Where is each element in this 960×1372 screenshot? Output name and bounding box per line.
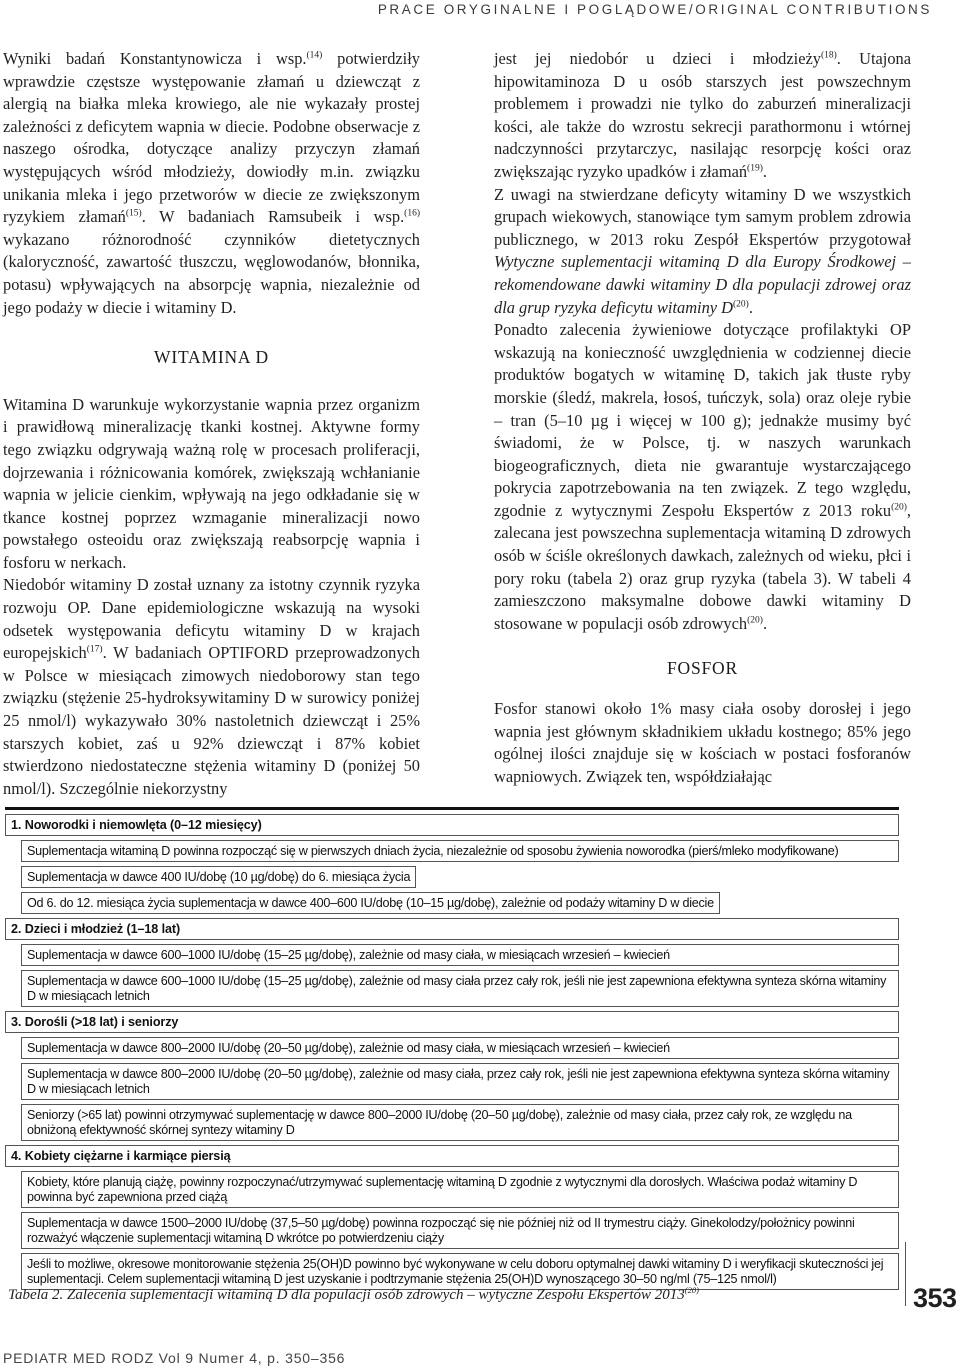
text: Wyniki badań Konstantynowicza i wsp. xyxy=(3,49,307,68)
table-row: Seniorzy (>65 lat) powinni otrzymywać suplementację w dawce 800–2000 IU/dobę (20–50 µg/dobę), zależnie od masy ciała, przez cały rok, ze względu na obniżoną efektywność skórnej syntezy witaminy D xyxy=(21,1104,899,1141)
text: . Utajona hipowitaminoza D u osób starszych jest powszechnym problemem i prowadzi nie tylko do zaburzeń mineralizacji kości, ale także do wzrostu sekrecji parathormonu i wtórnej nadczynności przytarczyc, nasilając resorpcję kości oraz zwiększając ryzyko upadków i złamań xyxy=(494,49,911,181)
citation: (18) xyxy=(820,50,837,61)
citation: (20) xyxy=(684,1285,699,1295)
caption-text: Tabela 2. Zalecenia suplementacji witaminą D dla populacji osób zdrowych – wytyczne Zespołu Ekspertów 2013 xyxy=(8,1287,685,1303)
guideline-title: Wytyczne suplementacji witaminą D dla Europy Środkowej – rekomendowane dawki witaminy D dla populacji zdrowej oraz dla grup ryzyka deficytu witaminy D xyxy=(494,252,911,317)
table-row: Suplementacja w dawce 1500–2000 IU/dobę (37,5–50 µg/dobę) powinna rozpocząć się nie później niż od II trymestru ciąży. Ginekolodzy/położnicy powinni rozważyć włączenie suplementacji witaminą D wkrótce po potwierdzeniu ciąży xyxy=(21,1212,899,1249)
table-caption xyxy=(8,1287,699,1304)
text: . W badaniach Ramsubeik i wsp. xyxy=(141,207,405,227)
page-number: 353 xyxy=(913,1283,957,1313)
text: wykazano różnorodność czynników dietetycznych (kaloryczność, zawartość tłuszczu, węglowodanów, błonnika, potasu) wpływających na absorpcję wapnia, niezależnie od jego podaży w diecie i witaminy D. xyxy=(3,229,420,317)
journal-footer: PEDIATR MED RODZ Vol 9 Numer 4, p. 350–356 xyxy=(3,1350,346,1366)
paragraph xyxy=(3,48,420,319)
text: potwierdziły wprawdzie częstsze występowanie złamań u dziewcząt z alergią na białka mleka krowiego, ale nie wykazały prostej zależności z deficytem wapnia w diecie. Podobne obserwacje z naszego ośrodka, dotyczące analizy przyczyn złamań występujących wśród młodzieży, dowiodły m.in. związku unikania mleka i jego przetworów w diecie ze zwiększonym ryzykiem złamań xyxy=(3,49,420,227)
table-section-header: 3. Dorośli (>18 lat) i seniorzy xyxy=(5,1011,899,1033)
table-row: Suplementacja w dawce 600–1000 IU/dobę (15–25 µg/dobę), zależnie od masy ciała przez cały rok, jeśli nie jest zapewniona efektywna synteza skórna witaminy D w miesiącach letnich xyxy=(21,970,899,1007)
left-column xyxy=(3,48,420,800)
section-heading-phosphorus: FOSFOR xyxy=(667,658,738,679)
paragraph xyxy=(3,574,420,800)
paragraph xyxy=(494,319,911,635)
text: . xyxy=(748,297,753,317)
citation: (16) xyxy=(404,208,420,219)
table-row: Suplementacja w dawce 600–1000 IU/dobę (15–25 µg/dobę), zależnie od masy ciała, w miesiącach wrzesień – kwiecień xyxy=(21,944,899,966)
table-top-rule xyxy=(5,807,899,810)
table-row: Suplementacja witaminą D powinna rozpocząć się w pierwszych dniach życia, niezależnie od sposobu żywienia noworodka (pierś/mleko modyfikowane) xyxy=(21,840,899,862)
text: Ponadto zalecenia żywieniowe dotyczące profilaktyki OP wskazują na konieczność uwzględnienia w codziennej diecie produktów bogatych w witaminę D, takich jak tłuste ryby morskie (śledź, makrela, łosoś, tuńczyk, sola) oraz oleje rybie – tran (5–10 µg i więcej w 100 g); jednakże musimy być świadomi, że w Polsce, tj. w naszych warunkach biogeograficznych, dieta nie gwarantuje wystarczającego pokrycia zapotrzebowania na ten związek. Z tego względu, zgodnie z wytycznymi Zespołu Ekspertów z 2013 roku xyxy=(494,320,911,520)
recommendations-table xyxy=(5,807,899,1294)
table-row: Suplementacja w dawce 800–2000 IU/dobę (20–50 µg/dobę), zależnie od masy ciała, w miesiącach wrzesień – kwiecień xyxy=(21,1037,899,1059)
page-number-rule xyxy=(905,1242,906,1306)
citation: (14) xyxy=(306,50,323,61)
citation: (20) xyxy=(747,615,763,626)
running-header: PRACE ORYGINALNE I POGLĄDOWE/ORIGINAL CONTRIBUTIONS xyxy=(377,2,932,17)
text: Z uwagi na stwierdzane deficyty witaminy D we wszystkich grupach wiekowych, stanowiące tym samym problem zdrowia publicznego, w 2013 roku Zespół Ekspertów przygotował xyxy=(494,184,911,249)
table-row: Jeśli to możliwe, okresowe monitorowanie stężenia 25(OH)D powinno być wykonywane w celu doboru optymalnej dawki witaminy D i weryfikacji skuteczności jej suplementacji. Celem suplementacji witaminą D jest uzyskanie i podtrzymanie stężenia 25(OH)D wynoszącego 30–50 ng/ml (75–125 nmol/l) xyxy=(21,1253,899,1290)
paragraph: Witamina D warunkuje wykorzystanie wapnia przez organizm i prawidłową mineralizację tkanki kostnej. Aktywne formy tego związku odgrywają ważną rolę w procesach proliferacji, dojrzewania i różnicowania komórek, zwiększają wchłanianie wapnia w jelicie cienkim, wpływają na jego odkładanie się w tkance kostnej poprzez wzmaganie mineralizacji nowo powstałego osteoidu oraz zwiększają reabsorpcję wapnia i fosforu w nerkach. xyxy=(3,394,420,572)
table-row: Suplementacja w dawce 400 IU/dobę (10 µg/dobę) do 6. miesiąca życia xyxy=(21,866,416,888)
text: . W badaniach OPTIFORD przeprowadzonych w Polsce w miesiącach zimowych niedoborowy stan tego związku (stężenie 25-hydroksywitaminy D w surowicy poniżej 25 nmol/l) wykazywało 30% nastoletnich dziewcząt i 25% starszych kobiet, zaś u 92% dziewcząt i 87% kobiet stwierdzono niedostateczne stężenia witaminy D (poniżej 50 nmol/l). Szczególnie niekorzystny xyxy=(3,643,420,798)
paragraph xyxy=(494,184,911,320)
citation: (15) xyxy=(125,208,142,219)
right-column xyxy=(494,48,911,788)
table-section-header: 4. Kobiety ciężarne i karmiące piersią xyxy=(5,1145,899,1167)
table-row: Suplementacja w dawce 800–2000 IU/dobę (20–50 µg/dobę), zależnie od masy ciała, przez cały rok, jeśli nie jest zapewniona efektywna synteza skórna witaminy D w miesiącach letnich xyxy=(21,1063,899,1100)
text: , zalecana jest powszechna suplementacja witaminą D zdrowych osób w ściśle określonych dawkach, zależnych od wieku, płci i pory roku (tabela 2) oraz grup ryzyka (tabela 3). W tabeli 4 zamieszczono maksymalne dobowe dawki witaminy D stosowane w populacji osób zdrowych xyxy=(494,500,911,633)
citation: (20) xyxy=(733,299,749,310)
paragraph: Fosfor stanowi około 1% masy ciała osoby dorosłej i jego wapnia jest głównym składnikiem układu kostnego; 85% jego ogólnej ilości znajduje się w kościach w postaci fosforanów wapniowych. Związek ten, współdziałając xyxy=(494,699,911,786)
text: . xyxy=(762,613,768,633)
citation: (20) xyxy=(891,502,907,513)
text: jest jej niedobór u dzieci i młodzieży xyxy=(494,49,821,68)
table-row: Od 6. do 12. miesiąca życia suplementacja w dawce 400–600 IU/dobę (10–15 µg/dobę), zależnie od podaży witaminy D w diecie xyxy=(21,892,720,914)
table-row: Kobiety, które planują ciążę, powinny rozpoczynać/utrzymywać suplementację witaminą D zgodnie z wytycznymi dla dorosłych. Właściwa podaż witaminy D powinna być zapewniona przed ciążą xyxy=(21,1171,899,1208)
section-heading-vitamin-d: WITAMINA D xyxy=(154,347,269,368)
paragraph xyxy=(494,48,911,184)
text: Niedobór witaminy D został uznany za istotny czynnik ryzyka rozwoju OP. Dane epidemiologiczne wskazują na wysoki odsetek występowania deficytu witaminy D w krajach europejskich xyxy=(3,575,420,663)
table-section-header: 1. Noworodki i niemowlęta (0–12 miesięcy) xyxy=(5,814,899,836)
text: . xyxy=(762,161,767,181)
citation: (19) xyxy=(747,163,763,174)
table-section-header: 2. Dzieci i młodzież (1–18 lat) xyxy=(5,918,899,940)
citation: (17) xyxy=(86,644,103,655)
